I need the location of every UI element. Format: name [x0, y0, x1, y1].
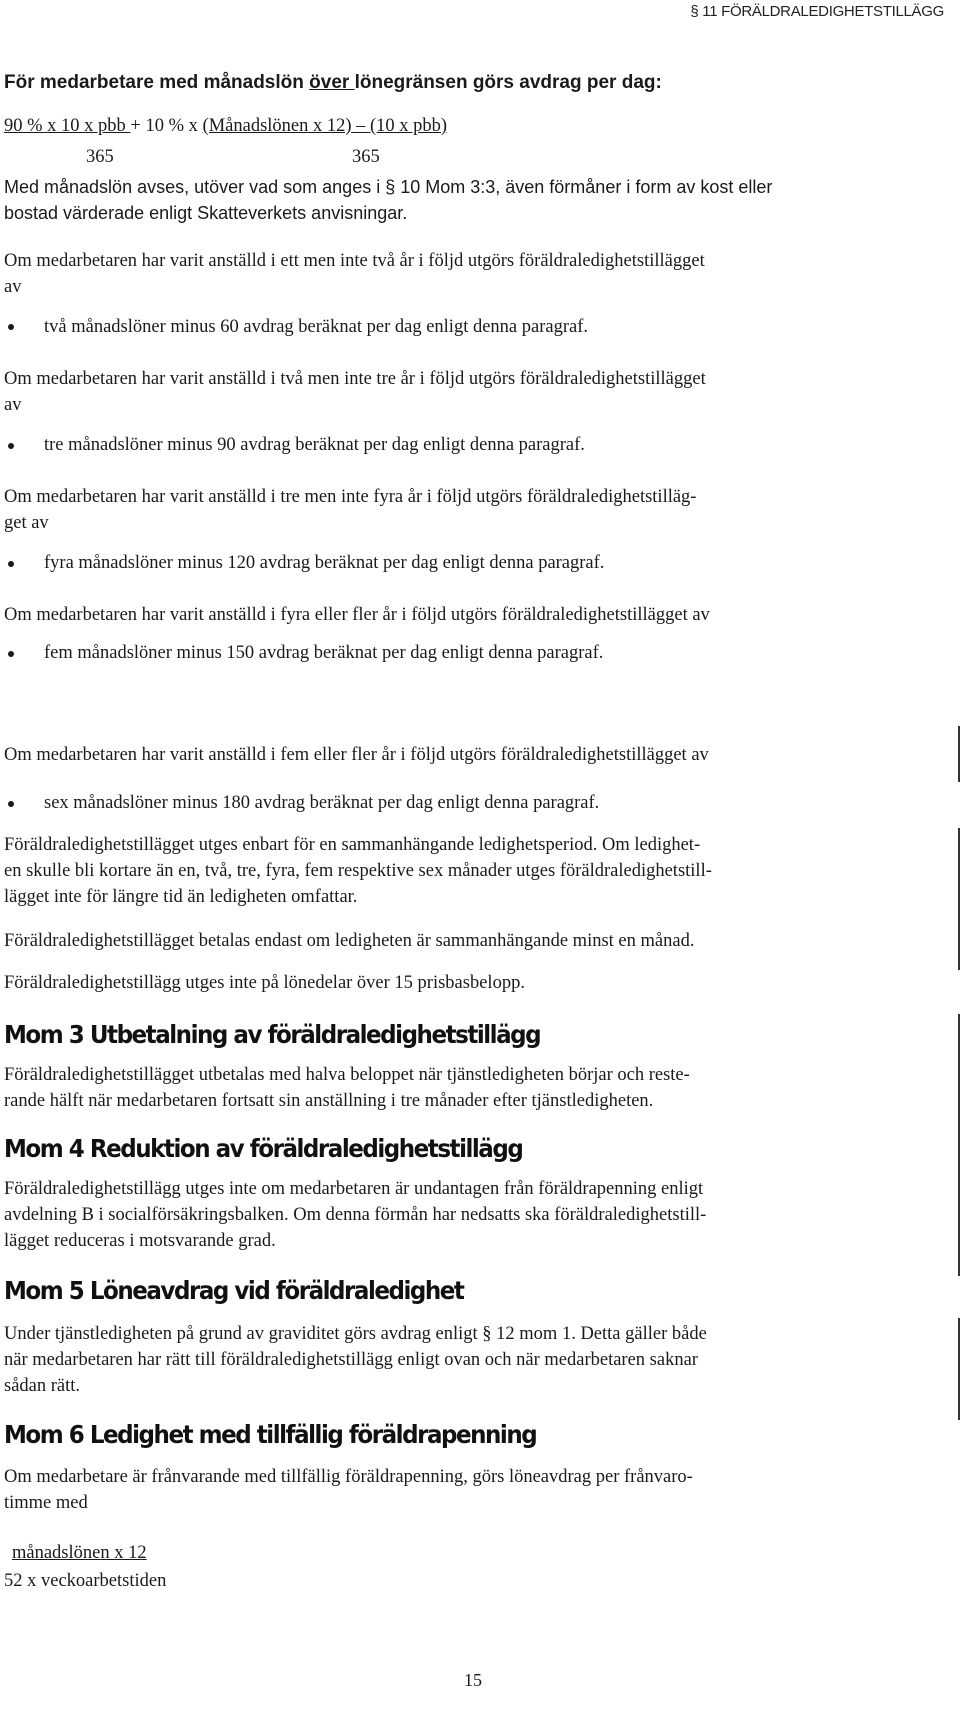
monthly-salary-note: Med månadslön avses, utöver vad som anges i § 10 Mom 3:3, även förmåner i form av kost eller bostad värderade enligt Skatteverkets anvisningar.: [4, 177, 773, 223]
change-bar: [958, 828, 960, 970]
formula-numerator: 90 % x 10 x pbb + 10 % x (Månadslönen x 12) – (10 x pbb): [4, 116, 448, 136]
mom4-body: Föräldraledighetstillägg utges inte om medarbetaren är undantagen från föräldrapenning enligt avdelning B i socialförsäkringsbalken. Om denna förmån har nedsatts ska föräldraledighetstill- lägget reduceras i motsvarande grad.: [4, 1179, 707, 1251]
lead-underlined-word: över: [309, 72, 355, 93]
tier-5-intro: Om medarbetaren har varit anställd i fem eller fler år i följd utgörs föräldraledighetstillägget av: [4, 745, 709, 765]
mom6-body: Om medarbetare är frånvarande med tillfällig föräldrapenning, görs löneavdrag per frånvaro- timme med: [4, 1467, 693, 1513]
continuous-period-paragraph: Föräldraledighetstillägget utges enbart för en sammanhängande ledighetsperiod. Om ledighet- en skulle bli kortare än en, två, tre, fyra, fem respektive sex månader utges föräldraledighetstill- lägget inte för längre tid än ledigheten omfattar.: [4, 835, 712, 907]
deduction-formula-denominator: 52 x veckoarbetstiden: [4, 1571, 167, 1591]
formula-denominator-2: 365: [352, 147, 380, 167]
running-header-label: 11 FÖRÄLDRALEDIGHETSTILLÄGG: [702, 3, 944, 20]
bullet-marker: [8, 801, 14, 807]
mom4-heading: Mom 4 Reduktion av föräldraledighetstillägg: [4, 1134, 523, 1163]
mom5-heading: Mom 5 Löneavdrag vid föräldraledighet: [4, 1276, 464, 1305]
minimum-month-paragraph: Föräldraledighetstillägget betalas endast om ledigheten är sammanhängande minst en månad.: [4, 931, 695, 951]
section-symbol: §: [482, 1324, 492, 1344]
page-number: 15: [464, 1670, 482, 1690]
lead-sentence: För medarbetare med månadslön över lönegränsen görs avdrag per dag:: [4, 72, 662, 93]
mom3-body: Föräldraledighetstillägget utbetalas med halva beloppet när tjänstledigheten börjar och reste- rande hälft när medarbetaren fortsatt sin anställning i tre månader efter tjänstledigheten.: [4, 1065, 690, 1111]
tier-4-intro: Om medarbetaren har varit anställd i fyra eller fler år i följd utgörs föräldraledighetstillägget av: [4, 605, 710, 625]
mom5-body: Under tjänstledigheten på grund av graviditet görs avdrag enligt § 12 mom 1. Detta gäller både när medarbetaren har rätt till föräldraledighetstillägg enligt ovan och när medarbetaren saknar sådan rätt.: [4, 1321, 707, 1399]
tier-3-intro: Om medarbetaren har varit anställd i tre men inte fyra år i följd utgörs föräldraledighetstilläg- get av: [4, 487, 697, 533]
bullet-marker: [8, 324, 14, 330]
tier-5-bullet: sex månadslöner minus 180 avdrag beräknat per dag enligt denna paragraf.: [44, 793, 600, 813]
price-base-paragraph: Föräldraledighetstillägg utges inte på lönedelar över 15 prisbasbelopp.: [4, 973, 525, 993]
running-header: [690, 3, 944, 20]
tier-1-intro: Om medarbetaren har varit anställd i ett men inte två år i följd utgörs föräldraledighetstillägget av: [4, 251, 705, 297]
change-bar: [958, 726, 960, 782]
mom3-heading: Mom 3 Utbetalning av föräldraledighetstillägg: [4, 1020, 541, 1049]
tier-2-bullet: tre månadslöner minus 90 avdrag beräknat per dag enligt denna paragraf.: [44, 435, 585, 455]
tier-2-intro: Om medarbetaren har varit anställd i två men inte tre år i följd utgörs föräldraledighetstillägget av: [4, 369, 706, 415]
section-symbol: §: [690, 3, 699, 20]
tier-4-bullet: fem månadslöner minus 150 avdrag beräknat per dag enligt denna paragraf.: [44, 643, 604, 663]
bullet-marker: [8, 651, 14, 657]
deduction-formula-numerator: månadslönen x 12: [12, 1543, 147, 1563]
change-bar: [958, 1014, 960, 1276]
tier-3-bullet: fyra månadslöner minus 120 avdrag beräknat per dag enligt denna paragraf.: [44, 553, 605, 573]
bullet-marker: [8, 443, 14, 449]
mom6-heading: Mom 6 Ledighet med tillfällig föräldrapenning: [4, 1420, 537, 1449]
change-bar: [958, 1318, 960, 1420]
tier-1-bullet: två månadslöner minus 60 avdrag beräknat per dag enligt denna paragraf.: [44, 317, 588, 337]
bullet-marker: [8, 561, 14, 567]
formula-denominator-1: 365: [86, 147, 114, 167]
